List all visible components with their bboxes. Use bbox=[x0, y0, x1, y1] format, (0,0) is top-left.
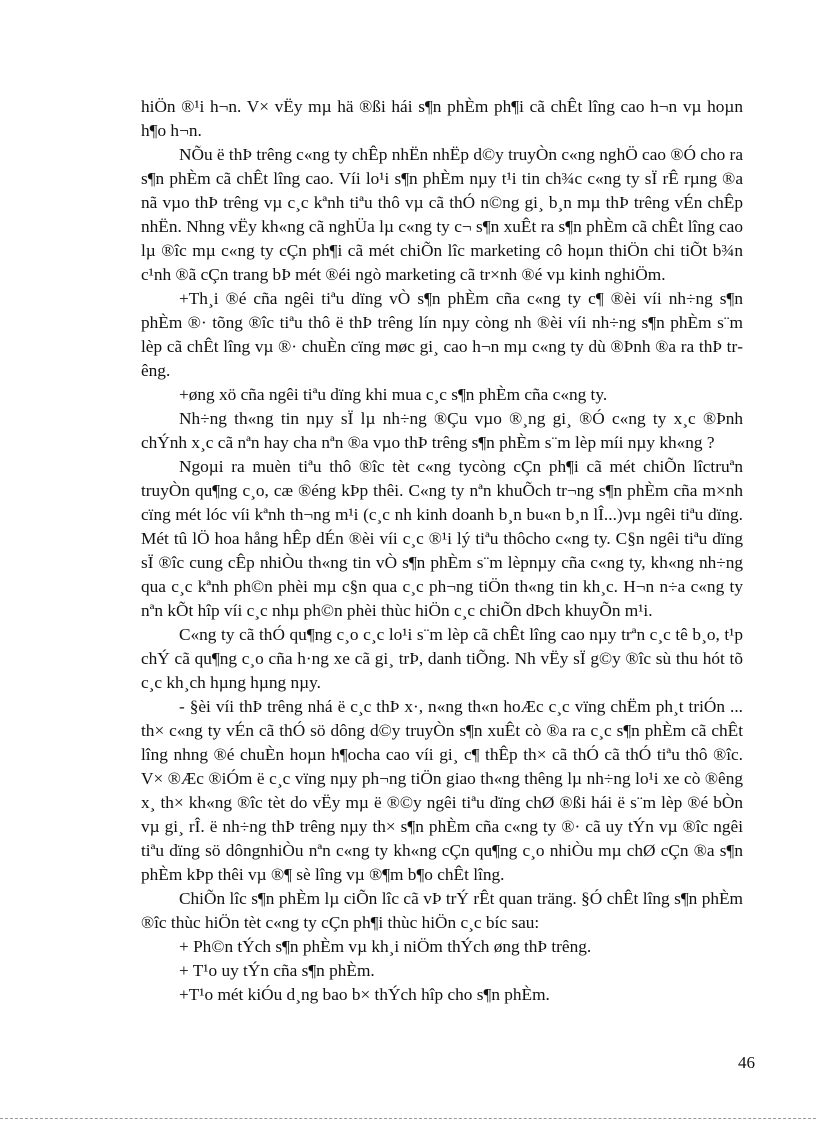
paragraph-3: +Th¸i ®é cña ngêi tiªu dïng vÒ s¶n phÈm cña c«ng ty c¶ ®èi víi nh÷ng s¶n phÈm ®· tõng ®îc tiªu thô ë thÞ trêng lín nµy còng nh ®èi víi nh÷ng s¶n phÈm s¨m lèp cã chÊt lîng vµ ®· chuÈn cïng møc gi¸ cao h¬n mµ c«ng ty dù ®Þnh ®a ra thÞ trêng. bbox=[141, 289, 743, 380]
paragraph-2: NÕu ë thÞ trêng c«ng ty chÊp nhËn nhËp d©y truyÒn c«ng nghÖ cao ®Ó cho ra s¶n phÈm cã chÊt lîng cao. Víi lo¹i s¶n phÈm nµy t¹i tin ch¾c c«ng ty sÏ rÊ rµng ®a nã vµo thÞ trêng vµ c¸c kªnh tiªu thô vµ cã thÓ n©ng gi¸ b¸n mµ thÞ trêng vÉn chÊp nhËn. Nhng vËy kh«ng cã nghÜa lµ c«ng ty c¬ s¶n xuÊt ra s¶n phÈm cã chÊt lîng cao lµ ®îc mµ c«ng ty cÇn ph¶i cã mét chiÕn lîc marketing cô hoµn thiÖn chi tiÕt b¾n c¹nh ®ã cÇn trang bÞ mét ®éi ngò marketing cã tr×nh ®é vµ kinh nghiÖm. bbox=[141, 145, 743, 284]
paragraph-5: Nh÷ng th«ng tin nµy sÏ lµ nh÷ng ®Çu vµo ®¸ng gi¸ ®Ó c«ng ty x¸c ®Þnh chÝnh x¸c cã nªn hay cha nªn ®a vµo thÞ trêng s¶n phÈm s¨m lèp míi nµy kh«ng ? bbox=[141, 409, 743, 452]
list-item-2: + T¹o uy tÝn cña s¶n phÈm. bbox=[179, 961, 375, 980]
paragraph-6: Ngoµi ra muèn tiªu thô ®îc tèt c«ng tycòng cÇn ph¶i cã mét chiÕn lîctruªn truyÒn qu¶ng c¸o, cæ ®éng kÞp thêi. C«ng ty nªn khuÕch tr¬ng s¶n phÈm cña m×nh cïng mét lóc víi kªnh th¬ng m¹i (c¸c nh kinh doanh b¸n bu«n b¸n lÎ...)vµ ngêi tiªu dïng. Mét tû lÖ hoa hång hÊp dÉn ®èi víi c¸c ®¹i lý tiªu thôcho c«ng ty. C§n ngêi tiªu dïng sÏ ®îc cung cÊp nhiÒu th«ng tin vÒ s¶n phÈm s¨m lèpnµy cña c«ng ty, kh«ng nh÷ng qua c¸c kªnh ph©n phèi mµ c§n qua c¸c ph¬ng tiÖn th«ng tin kh¸c. H¬n n÷a c«ng ty nªn kÕt hîp víi c¸c nhµ ph©n phèi thùc hiÖn c¸c chiÕn dÞch khuyÕn m¹i. bbox=[141, 457, 743, 620]
page-number: 46 bbox=[738, 1053, 755, 1072]
footer-divider bbox=[0, 1118, 816, 1119]
list-item-3: +T¹o mét kiÓu d¸ng bao b× thÝch hîp cho s¶n phÈm. bbox=[179, 985, 550, 1004]
paragraph-4: +øng xö cña ngêi tiªu dïng khi mua c¸c s¶n phÈm cña c«ng ty. bbox=[179, 385, 608, 404]
paragraph-9: ChiÕn lîc s¶n phÈm lµ ciÕn lîc cã vÞ trÝ rÊt quan träng. §Ó chÊt lîng s¶n phÈm ®îc thùc hiÖn tèt c«ng ty cÇn ph¶i thùc hiÖn c¸c bíc sau: bbox=[141, 889, 743, 932]
list-item-1: + Ph©n tÝch s¶n phÈm vµ kh¸i niÖm thÝch øng thÞ trêng. bbox=[179, 937, 592, 956]
paragraph-8: - §èi víi thÞ trêng nhá ë c¸c thÞ x·, n«ng th«n hoÆc c¸c vïng chËm ph¸t triÓn ... th× c«ng ty vÉn cã thÓ sö dông d©y truyÒn s¶n xuÊt cò ®a ra c¸c s¶n phÈm cã chÊt lîng nhng ®é chuÈn hoµn h¶ocha cao víi gi¸ c¶ thÊp th× cã thÓ cã thÓ tiªu thô ®îc. V× ®Æc ®iÓm ë c¸c vïng nµy ph¬ng tiÖn giao th«ng thêng lµ nh÷ng lo¹i xe cò ®êng x¸ th× kh«ng ®îc tèt do vËy mµ ë ®©y ngêi tiªu dïng chØ ®ßi hái ë s¨m lèp ®é bÒn vµ gi¸ rÎ. ë nh÷ng thÞ trêng nµy th× s¶n phÈm cña c«ng ty ®· cã uy tÝn vµ ®îc ngêi tiªu dïng sö dôngnhiÒu nªn c«ng ty kh«ng cÇn qu¶ng c¸o nhiÒu mµ chØ cÇn ®a s¶n phÈm kÞp thêi vµ ®¶ sè lîng vµ ®¶m b¶o chÊt lîng. bbox=[141, 697, 743, 884]
paragraph-1: hiÖn ®¹i h¬n. V× vËy mµ hä ®ßi hái s¶n phÈm ph¶i cã chÊt lîng cao h¬n vµ hoµn h¶o h¬n. bbox=[141, 97, 743, 140]
body-text bbox=[141, 95, 743, 1007]
paragraph-7: C«ng ty cã thÓ qu¶ng c¸o c¸c lo¹i s¨m lèp cã chÊt lîng cao nµy trªn c¸c tê b¸o, t¹p chÝ cã qu¶ng c¸o cña h·ng xe cã gi¸ trÞ, danh tiÕng. Nh vËy sÏ g©y ®îc sù thu hót tõ c¸c kh¸ch hµng hµng nµy. bbox=[141, 625, 743, 692]
